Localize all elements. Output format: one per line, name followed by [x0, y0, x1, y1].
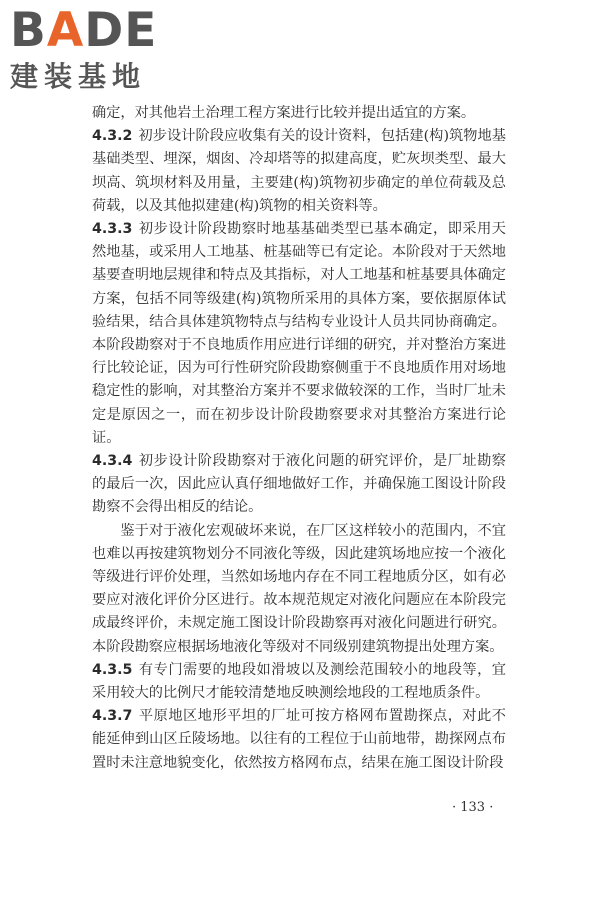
paragraph-4-3-2: 4.3.2 初步设计阶段应收集有关的设计资料，包括建(构)筑物地基基础类型、埋深，烟囱、冷却塔等的拟建高度，贮灰坝类型、最大坝高、筑坝材料及用量，主要建(构)筑物初步确定的单位荷载及总荷载，以及其他拟建建(构)筑物的相关资料等。 — [92, 128, 506, 214]
bade-logo — [10, 3, 180, 96]
paragraph-continuation: 确定，对其他岩土治理工程方案进行比较并提出适宜的方案。 — [92, 105, 476, 121]
document-body — [92, 102, 506, 775]
section-number: 4.3.2 — [92, 128, 133, 145]
section-number: 4.3.7 — [92, 708, 133, 725]
section-number: 4.3.5 — [92, 661, 133, 678]
paragraph-4-3-3: 4.3.3 初步设计阶段勘察时地基基础类型已基本确定，即采用天然地基，或采用人工地基、桩基础等已有定论。本阶段对于天然地基要查明地层规律和特点及其指标，对人工地基和桩基要具体确定方案，包括不同等级建(构)筑物所采用的具体方案，要依据原体试验结果，结合具体建筑物特点与结构专业设计人员共同协商确定。本阶段勘察对于不良地质作用应进行详细的研究，并对整治方案进行比较论证，因为可行性研究阶段勘察侧重于不良地质作用对场地稳定性的影响，对其整治方案并不要求做较深的工作，当时厂址未定是原因之一，而在初步设计阶段勘察要求对其整治方案进行论证。 — [92, 221, 506, 446]
paragraph-4-3-4: 4.3.4 初步设计阶段勘察对于液化问题的研究评价，是厂址勘察的最后一次，因此应认真仔细地做好工作，并确保施工图设计阶段勘察不会得出相反的结论。 — [92, 453, 506, 516]
section-number: 4.3.3 — [92, 221, 133, 238]
logo-chinese-text: 建装基地 — [10, 60, 147, 93]
section-number: 4.3.4 — [92, 453, 133, 470]
paragraph-4-3-7: 4.3.7 平原地区地形平坦的厂址可按方格网布置勘探点，对此不能延伸到山区丘陵场地。以往有的工程位于山前地带，勘探网点布置时未注意地貌变化，依然按方格网布点，结果在施工图设计阶段 — [92, 708, 506, 771]
paragraph-liquefaction: 鉴于对于液化宏观破坏来说，在厂区这样较小的范围内，不宜也难以再按建筑物划分不同液化等级，因此建筑场地应按一个液化等级进行评价处理，当然如场地内存在不同工程地质分区，如有必要应对液化评价分区进行。故本规范规定对液化问题应在本阶段完成最终评价，未规定施工图设计阶段勘察再对液化问题进行研究。本阶段勘察应根据场地液化等级对不同级别建筑物提出处理方案。 — [92, 522, 506, 655]
paragraph-4-3-5: 4.3.5 有专门需要的地段如滑坡以及测绘范围较小的地段等，宜采用较大的比例尺才能较清楚地反映测绘地段的工程地质条件。 — [92, 661, 506, 702]
logo-wordmark: BADE — [10, 3, 158, 58]
page-number: · 133 · — [452, 800, 494, 815]
